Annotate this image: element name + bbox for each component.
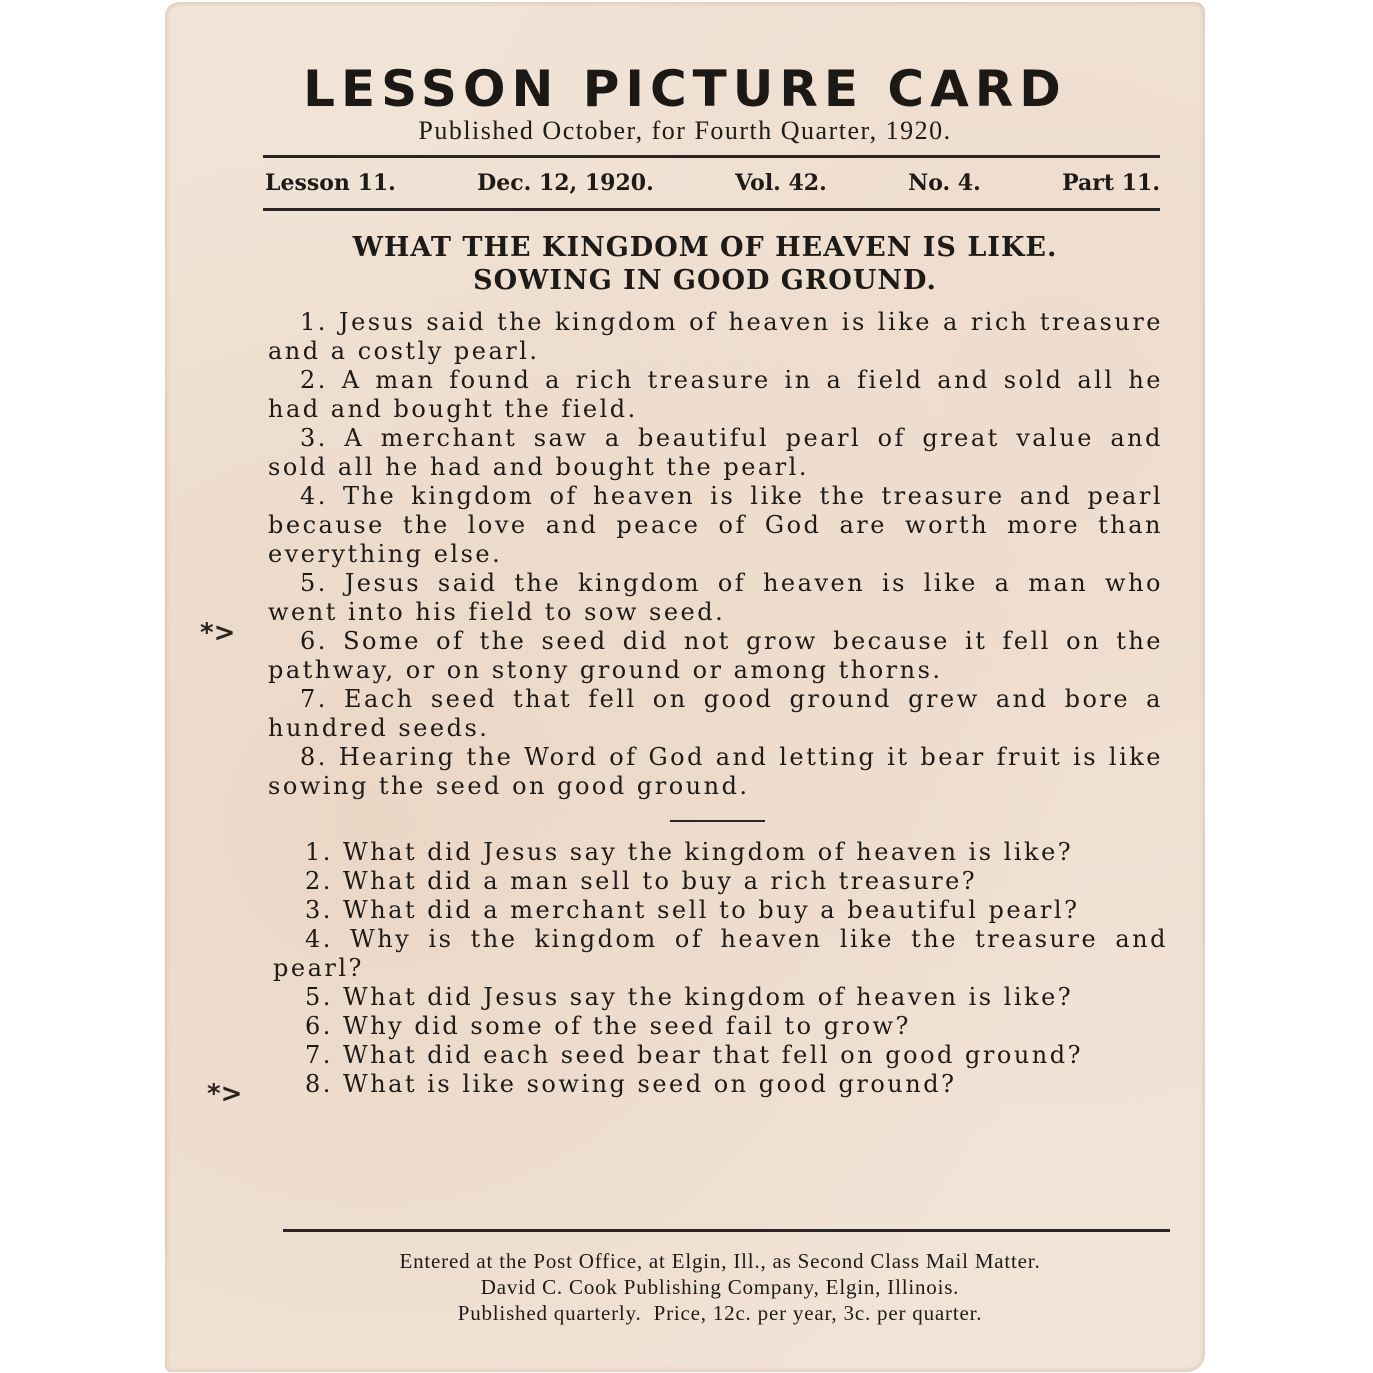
heading-line-1: WHAT THE KINGDOM OF HEAVEN IS LIKE. (352, 232, 1058, 263)
lesson-card (165, 2, 1205, 1372)
footer-line-3: Published quarterly. Price, 12c. per year, 3c. per quarter. (457, 1301, 983, 1325)
question: 7. What did each seed bear that fell on good ground? (305, 1041, 1083, 1069)
card-subtitle: Published October, for Fourth Quarter, 1920. (418, 116, 952, 145)
part: Part 11. (1062, 170, 1160, 196)
footer-line-1: Entered at the Post Office, at Elgin, Ill., as Second Class Mail Matter. (399, 1249, 1041, 1273)
top-rule (263, 155, 1160, 158)
handwritten-mark-statement-6: *> (200, 618, 236, 648)
lesson-date: Dec. 12, 1920. (477, 170, 654, 196)
statement: 1. Jesus said the kingdom of heaven is like a rich treasure and a costly pearl. (268, 308, 1163, 365)
question: 3. What did a merchant sell to buy a beautiful pearl? (305, 896, 1080, 924)
publisher-footer (265, 1248, 1175, 1326)
lesson-meta (265, 170, 1160, 196)
statement: 7. Each seed that fell on good ground grew and bore a hundred seeds. (268, 685, 1163, 742)
question: 1. What did Jesus say the kingdom of heaven is like? (305, 838, 1074, 866)
lesson-statements (268, 308, 1163, 801)
statement: 4. The kingdom of heaven is like the treasure and pearl because the love and peace of God are worth more than everything else. (268, 482, 1163, 568)
lesson-questions (273, 838, 1168, 1099)
meta-bottom-rule (263, 208, 1160, 211)
statement: 3. A merchant saw a beautiful pearl of great value and sold all he had and bought the pearl. (268, 424, 1163, 481)
handwritten-mark-question-6: *> (207, 1079, 243, 1109)
section-divider (670, 820, 765, 822)
statement: 5. Jesus said the kingdom of heaven is like a man who went into his field to sow seed. (268, 569, 1163, 626)
heading-line-2: SOWING IN GOOD GROUND. (473, 265, 937, 296)
question: 6. Why did some of the seed fail to grow? (305, 1012, 911, 1040)
question: 4. Why is the kingdom of heaven like the treasure and pearl? (273, 925, 1168, 982)
lesson-number: Lesson 11. (265, 170, 396, 196)
card-title: LESSON PICTURE CARD (303, 60, 1067, 118)
issue-number: No. 4. (908, 170, 981, 196)
statement: 8. Hearing the Word of God and letting it bear fruit is like sowing the seed on good ground. (268, 743, 1163, 800)
question: 5. What did Jesus say the kingdom of heaven is like? (305, 983, 1074, 1011)
question: 8. What is like sowing seed on good ground? (305, 1070, 957, 1098)
statement: 2. A man found a rich treasure in a field and sold all he had and bought the field. (268, 366, 1163, 423)
volume: Vol. 42. (735, 170, 827, 196)
question: 2. What did a man sell to buy a rich treasure? (305, 867, 978, 895)
footer-line-2: David C. Cook Publishing Company, Elgin, Illinois. (480, 1275, 960, 1299)
footer-rule (283, 1229, 1170, 1232)
statement: 6. Some of the seed did not grow because it fell on the pathway, or on stony ground or among thorns. (268, 627, 1163, 684)
